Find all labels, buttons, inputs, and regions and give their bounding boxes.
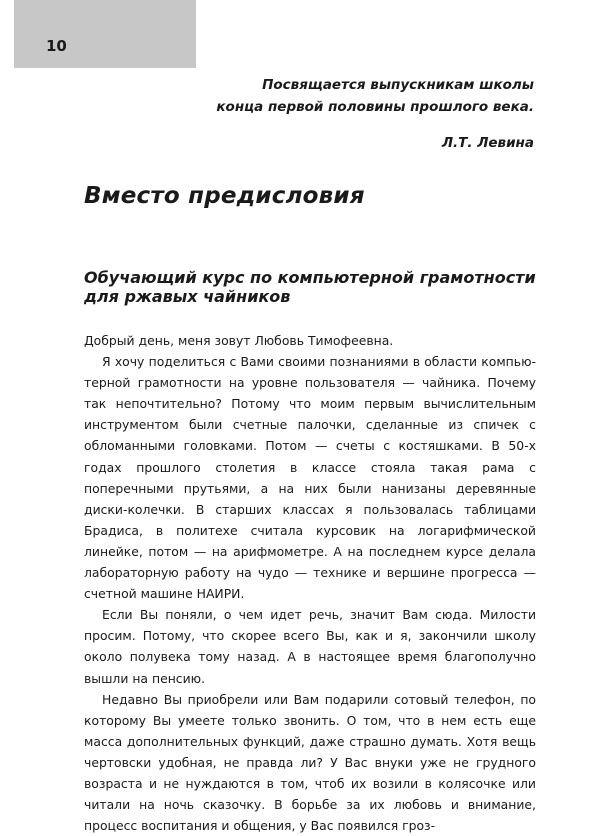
section-title-line: для ржавых чайников <box>84 287 291 306</box>
page-number-box <box>14 0 196 68</box>
page-number: 10 <box>46 37 67 55</box>
paragraph: Я хочу поделиться с Вами своими познаниями в области компьютерной грамотности на уровне пользователя — чайника. Почему так непочтительно? Потому что моим первым вычислительным инструментом были счетные палочки, сделанные из спичек с обломанными головками. Потом — счеты с костяшками. В 50-х годах прошлого столетия в классе стояла такая рама с поперечными прутьями, а на них были нанизаны деревянные диски-колечки. В старших классах я пользовалась таблицами Брадиса, в политехе считала курсовик на логарифмической линейке, потом — на арифмометре. А на последнем курсе делала лабораторную работу на чудо — технике и вершине прогресса — счетной машине НАИРИ. <box>84 354 536 602</box>
paragraph: Если Вы поняли, о чем идет речь, значит Вам сюда. Милости просим. Потому, что скорее всего Вы, как и я, закончили школу около полувека тому назад. А в настоящее время благополучно вышли на пенсию. <box>84 607 536 686</box>
section-title <box>84 268 544 306</box>
section-title-line: Обучающий курс по компьютерной грамотности <box>84 268 536 287</box>
epigraph-author: Л.Т. Левина <box>441 135 534 151</box>
epigraph-line: Посвящается выпускникам школы <box>262 77 534 93</box>
paragraph: Недавно Вы приобрели или Вам подарили сотовый телефон, по которому Вы умеете только звонить. О том, что в нем есть еще масса дополнительных функций, даже страшно думать. Хотя вещь чертовски удобная, не правда ли? У Вас внуки уже не грудного возраста и не нуждаются в том, чтоб их возили в колясочке или читали на ночь сказочку. В борьбе за их любовь и внимание, процесс воспитания и общения, у Вас появился гроз- <box>84 691 536 834</box>
epigraph <box>94 74 534 154</box>
paragraph: Добрый день, меня зовут Любовь Тимофеевна. <box>84 333 394 348</box>
body-text <box>84 330 536 836</box>
chapter-title: Вместо предисловия <box>84 183 365 209</box>
epigraph-line: конца первой половины прошлого века. <box>216 99 534 115</box>
